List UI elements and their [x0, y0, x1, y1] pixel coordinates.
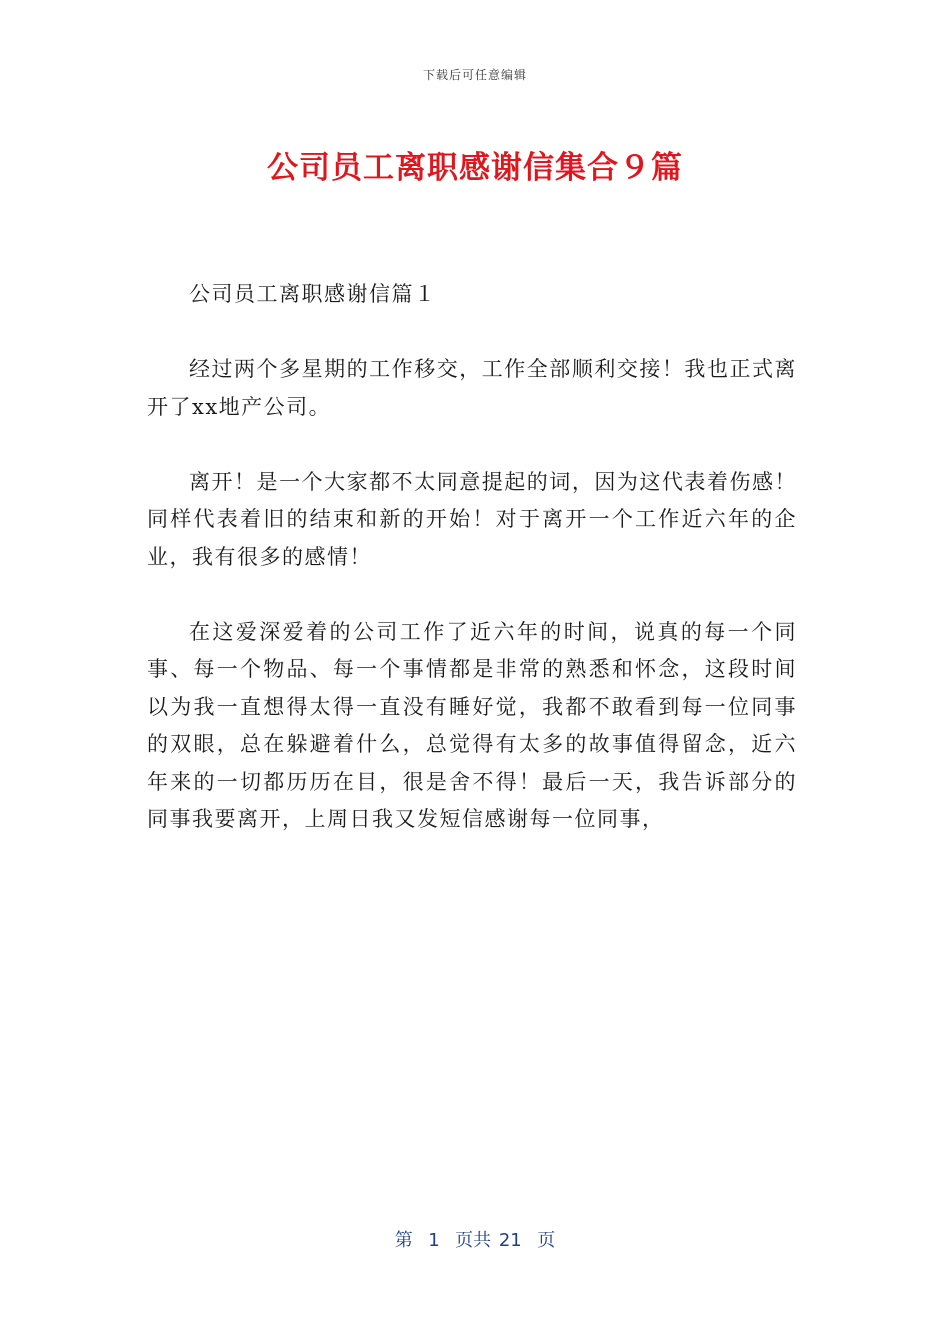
paragraph: 在这爱深爱着的公司工作了近六年的时间，说真的每一个同事、每一个物品、每一个事情都是非常的熟悉和怀念，这段时间以为我一直想得太得一直没有睡好觉，我都不敢看到每一位同事的双眼，总在躲避着什么，总觉得有太多的故事值得留念，近六年来的一切都历历在目，很是舍不得！最后一天，我告诉部分的同事我要离开，上周日我又发短信感谢每一位同事， [147, 619, 797, 831]
paragraph: 经过两个多星期的工作移交，工作全部顺利交接！我也正式离开了xx地产公司。 [147, 357, 797, 419]
page-number-footer: 第 1 页共 21 页 [394, 1230, 556, 1251]
header-note: 下载后可任意编辑 [422, 68, 527, 82]
paragraph: 离开！是一个大家都不太同意提起的词，因为这代表着伤感！同样代表着旧的结束和新的开始！对于离开一个工作近六年的企业，我有很多的感情！ [147, 469, 797, 569]
document-body [147, 276, 797, 839]
section-heading: 公司员工离职感谢信篇１ [189, 282, 437, 306]
document-title: 公司员工离职感谢信集合９篇 [267, 150, 683, 186]
